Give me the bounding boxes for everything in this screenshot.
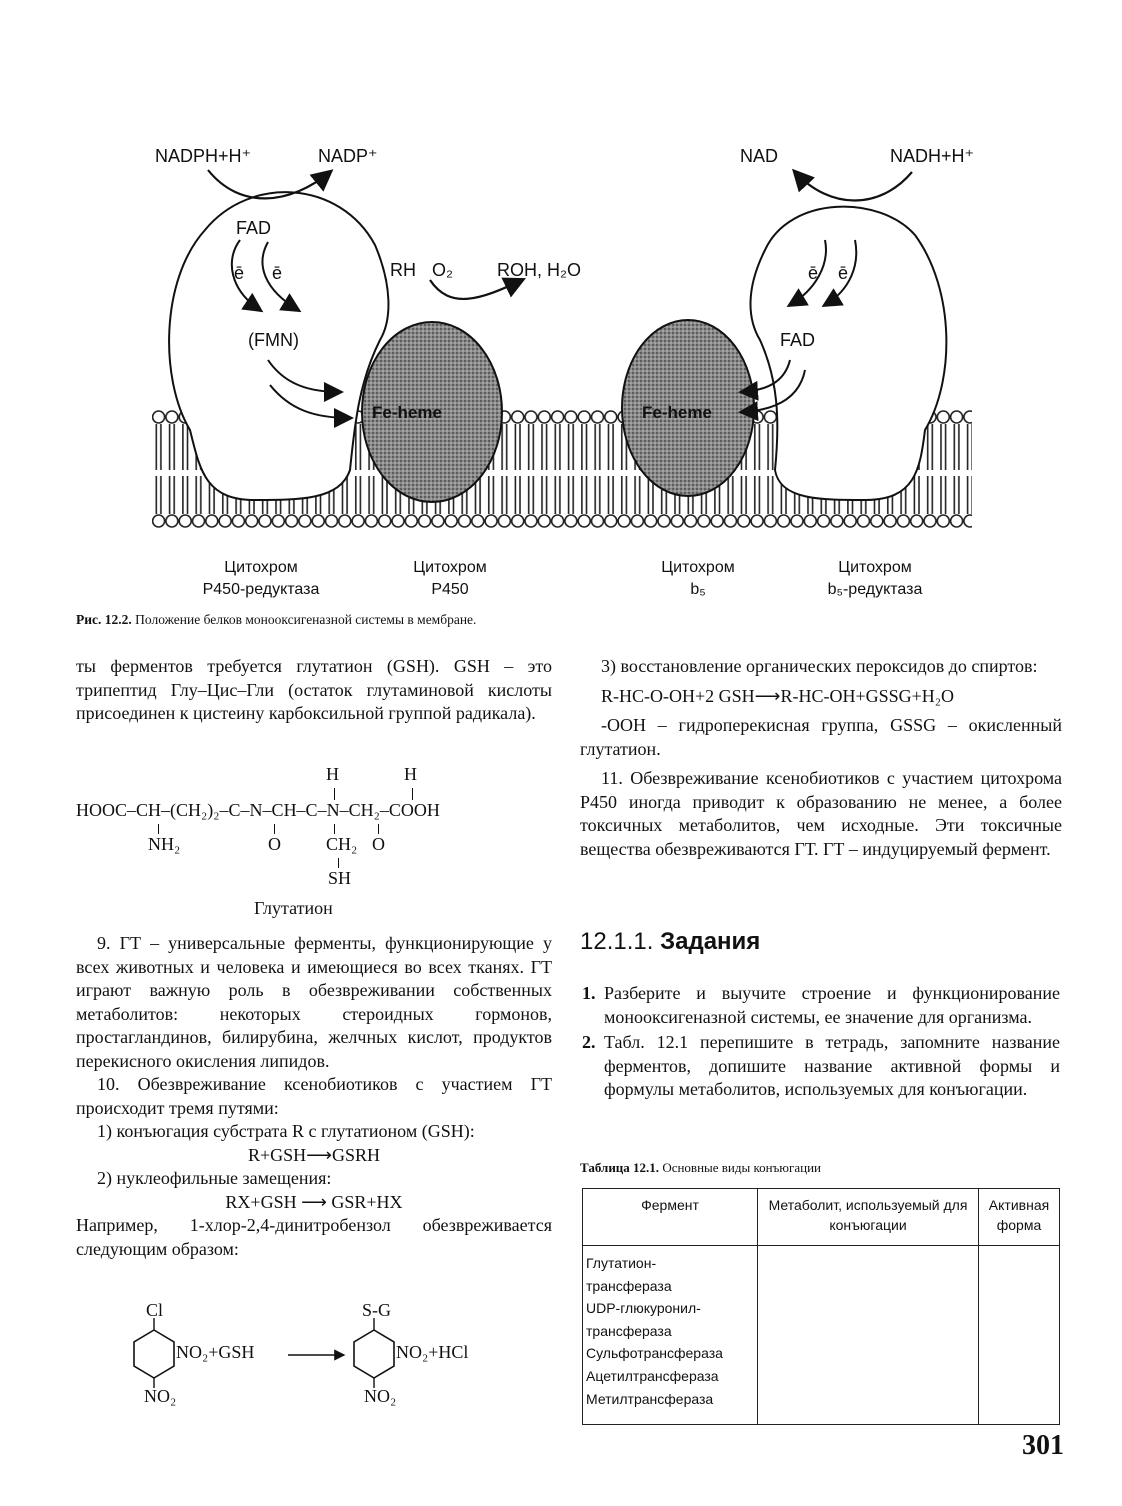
paragraph-11: 11. Обезвреживание ксенобиотиков с участием цитохрома P450 иногда приводит к образованию не менее, а более токсичных метаболитов, чем исходные. Эти токсичные вещества обезвреживаются ГТ. ГТ – индуцируемый фермент. [580,768,1062,859]
task-item: 2. Табл. 12.1 перепишите в тетрадь, запомните название ферментов, допишите название активной формы и формулы метаболитов, используемых для конъюгации. [582,1032,1060,1099]
enzyme-cell: Глутатион- трансфераза UDP-глюкуронил- трансфераза Сульфотрансфераза Ацетилтрансфераза Метилтрансфераза [583,1246,758,1425]
electron-label: ē [838,263,849,283]
metabolite-cell [758,1246,979,1425]
nad-label: NAD [740,146,779,166]
conjugation-table [582,1188,1060,1425]
list-item-3: 3) восстановление органических пероксидов до спиртов: [601,656,1038,676]
electron-label: ē [234,263,245,283]
nadh-arrow [795,172,912,201]
fad-left-label: FAD [236,218,272,238]
b5-reductase-shape [750,207,946,500]
o2-label: O₂ [432,260,453,280]
protein-label: Цитохром b₅-редуктаза [827,559,923,598]
protein-label: Цитохром b₅ [661,559,735,598]
paragraph-10: 10. Обезвреживание ксенобиотиков с участием ГТ происходит тремя путями: [76,1074,552,1118]
rh-label: RH [390,260,416,280]
task-item: 1. Разберите и выучите строение и функционирование монооксигеназной системы, ее значение для организма. [582,983,1060,1027]
equation-2: RX+GSH ⟶ GSR+HX [225,1191,403,1212]
list-item-1: 1) конъюгация субстрата R с глутатионом (GSH): [97,1121,475,1141]
task-list [580,982,1060,1104]
table-header: Активная форма [979,1189,1060,1246]
left-text [76,932,552,1261]
fe-heme-label: Fe-heme [372,403,442,422]
section-heading: 12.1.1. Задания [580,928,761,955]
fmn-label: (FMN) [248,330,299,350]
protein-label: Цитохром P450-редуктаза [202,559,320,598]
membrane-figure [0,0,1122,610]
equation-3: R-HC-O-OH+2 GSH⟶R-HC-OH+GSSG+H₂O [601,685,955,706]
figure-caption: Рис. 12.2. Положение белков монооксигеназной системы в мембране. [76,612,477,627]
table-header: Метаболит, используемый для конъюгации [758,1189,979,1246]
equation-1: R+GSH⟶GSRH [248,1144,380,1165]
example-paragraph: Например, 1-хлор-2,4-динитробензол обезвреживается следующим образом: [76,1215,552,1259]
electron-label: ē [272,263,283,283]
right-text [580,655,1062,861]
equation-3-note: -OOH – гидроперекисная группа, GSSG – окисленный глутатион. [580,715,1062,759]
nadh-label: NADH+H⁺ [890,146,975,166]
fe-heme-label: Fe-heme [642,403,712,422]
protein-label: Цитохром P450 [413,559,487,598]
electron-label: ē [808,263,819,283]
active-form-cell [979,1246,1060,1425]
reaction-scheme: Cl NO₂+GSH NO₂ S-G NO₂+HCl NO₂ [120,1308,500,1418]
intro-paragraph: ты ферментов требуется глутатион (GSH). GSH – это трипептид Глу–Цис–Гли (остаток глутаминовой кислоты присоединен к цистеину карбоксильной группой радикала). [76,656,552,723]
roh-label: ROH, H₂O [497,260,581,280]
paragraph-9: 9. ГТ – универсальные ферменты, функционирующие у всех животных и человека и имеющиеся во всех тканях. ГТ играют важную роль в обезвреживании собственных метаболитов: некоторых стероидных гормонов, простагландинов, билирубина, желчных кислот, продуктов перекисного окисления липидов. [76,933,552,1071]
list-item-2: 2) нуклеофильные замещения: [97,1168,332,1188]
substrate-arrow [430,280,522,299]
fad-right-label: FAD [780,330,816,350]
page-number: 301 [1022,1430,1064,1461]
table-header: Фермент [583,1189,758,1246]
nadph-label: NADPH+H⁺ [155,146,252,166]
glutathione-formula: H H HOOC–CH–(CH₂)₂–C–N–CH–C–N–CH₂–COOH NH₂ O CH₂ O SH Глутатион [76,764,440,918]
table-caption: Таблица 12.1. Основные виды конъюгации [580,1160,821,1175]
nadp-label: NADP⁺ [318,146,378,166]
